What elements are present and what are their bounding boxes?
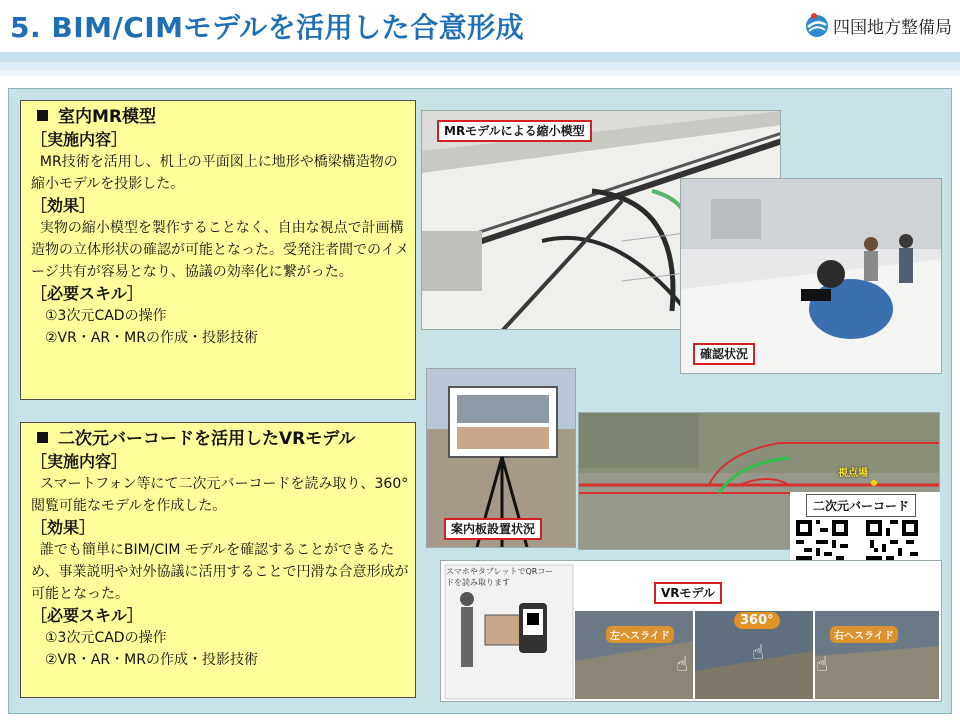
skill-item: ②VR・AR・MRの作成・投影技術	[45, 652, 258, 668]
rotate-360-label: 360°	[734, 612, 780, 629]
skill-item: ②VR・AR・MRの作成・投影技術	[45, 330, 258, 346]
skill-item: ①3次元CADの操作	[45, 308, 167, 324]
effect-text: 誰でも簡単にBIM/CIM モデルを確認することができるため、事業説明や対外協議に活用することで円滑な合意形成が可能となった。	[31, 542, 409, 602]
qr-code-caption: 二次元バーコード	[806, 494, 916, 517]
skill-label: ［必要スキル］	[31, 606, 143, 625]
skill-item: ①3次元CADの操作	[45, 630, 167, 646]
impl-text: スマートフォン等にて二次元バーコードを読み取り、360°閲覧可能なモデルを作成した。	[31, 476, 409, 514]
effect-label: ［効果］	[31, 518, 96, 537]
header-stripe	[0, 52, 960, 62]
impl-label: ［実施内容］	[31, 452, 128, 471]
mr-model-textbox	[20, 100, 416, 400]
square-bullet-icon	[37, 110, 48, 121]
impl-text: MR技術を活用し、机上の平面図上に地形や橋梁構造物の縮小モデルを投影した。	[31, 154, 398, 192]
hand-pointer-icon: ☝	[752, 640, 765, 664]
mr-model-caption: MRモデルによる縮小模型	[437, 120, 592, 142]
header-stripe	[0, 70, 960, 76]
page-title: 5. BIM/CIMモデルを活用した合意形成	[10, 11, 525, 44]
skill-label: ［必要スキル］	[31, 284, 143, 303]
signboard-caption: 案内板設置状況	[444, 518, 542, 540]
confirm-caption: 確認状況	[693, 343, 755, 365]
vr-model-caption: VRモデル	[654, 582, 722, 604]
view-point-label: 視点場	[838, 468, 868, 479]
sign-instruction-text: スマホやタブレットでQRコードを読み取ります	[446, 567, 554, 587]
section-heading: 室内MR模型	[31, 105, 409, 129]
droplet-logo-icon	[805, 11, 829, 39]
slide-right-label: 右へスライド	[830, 626, 898, 643]
hand-pointer-icon: ☝	[816, 652, 829, 676]
section-heading: 二次元バーコードを活用したVRモデル	[31, 427, 409, 451]
org-name: 四国地方整備局	[833, 17, 952, 38]
vr-model-textbox	[20, 422, 416, 698]
hand-pointer-icon: ☝	[676, 652, 689, 676]
org-logo	[805, 10, 952, 40]
effect-label: ［効果］	[31, 196, 96, 215]
square-bullet-icon	[37, 432, 48, 443]
header	[0, 0, 960, 50]
slide-left-label: 左へスライド	[606, 626, 674, 643]
effect-text: 実物の縮小模型を製作することなく、自由な視点で計画構造物の立体形状の確認が可能となった。受発注者間でのイメージ共有が容易となり、協議の効率化に繋がった。	[31, 220, 409, 280]
impl-label: ［実施内容］	[31, 130, 128, 149]
header-stripe	[0, 62, 960, 70]
